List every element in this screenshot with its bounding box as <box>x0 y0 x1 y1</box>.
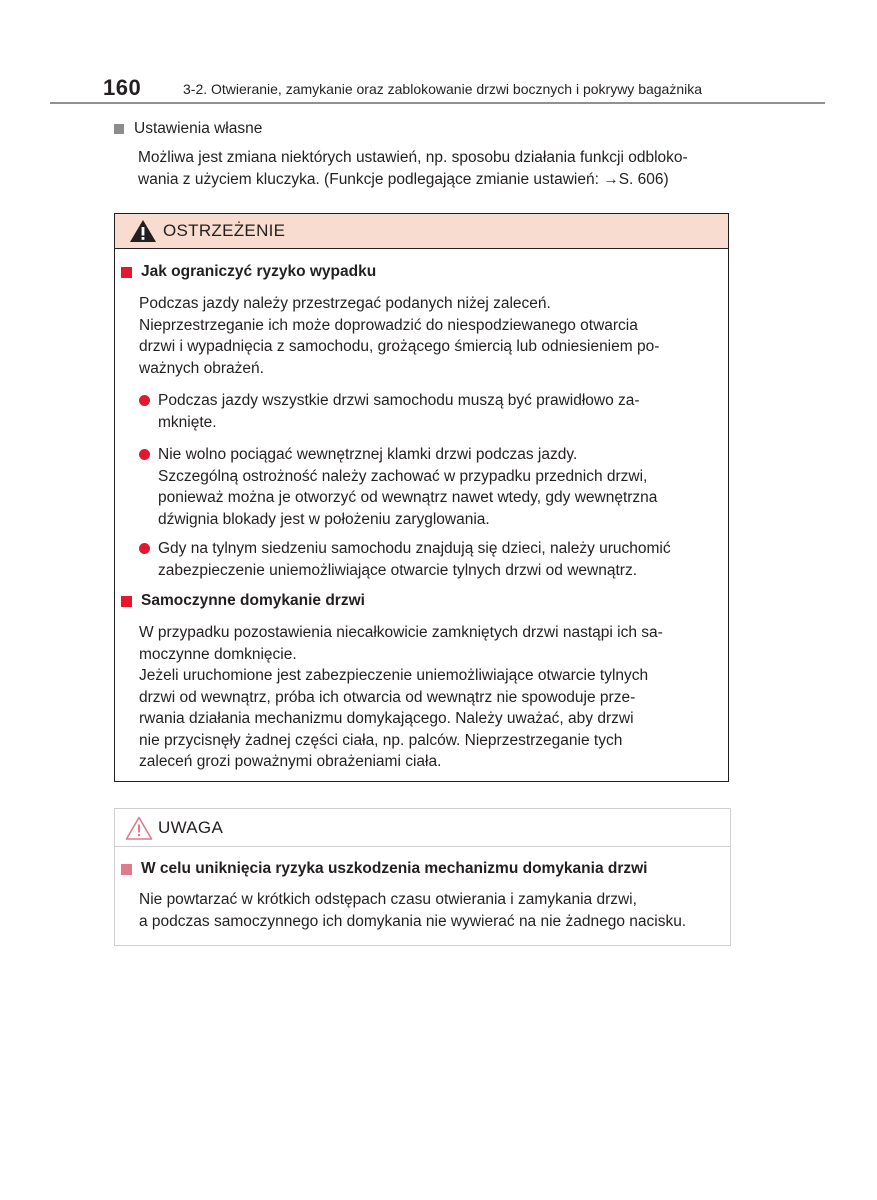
text-line: moczynne domknięcie. <box>139 645 297 663</box>
caution-header <box>115 809 730 847</box>
caution-text <box>139 889 717 932</box>
bullet-dot-icon <box>139 543 150 554</box>
text-line: Gdy na tylnym siedzeniu samochodu znajdują się dzieci, należy uruchomić <box>158 540 671 557</box>
custom-settings-text <box>138 147 730 190</box>
text-line: Podczas jazdy należy przestrzegać podanych niżej zaleceń. <box>139 295 551 312</box>
red-square-icon <box>121 267 132 278</box>
text-line: zaleceń grozi poważnymi obrażeniami ciała. <box>139 753 442 770</box>
text-line: Możliwa jest zmiana niektórych ustawień, np. sposobu działania funkcji odbloko- <box>138 149 688 166</box>
warning-section-1-intro <box>139 293 715 379</box>
bullet-dot-icon <box>139 395 150 406</box>
text-line: Nie wolno pociągać wewnętrznej klamki drzwi podczas jazdy. <box>158 446 578 463</box>
warning-section-1-title: Jak ograniczyć ryzyko wypadku <box>141 263 377 280</box>
bullet-item <box>158 390 715 433</box>
text-line: drzwi od wewnątrz, próba ich otwarcia od wewnątrz nie spowoduje prze- <box>139 688 636 706</box>
caution-section-heading <box>121 859 648 879</box>
text-line: nie przycisnęły żadnej części ciała, np. palców. Nieprzestrzeganie tych <box>139 731 623 749</box>
red-square-icon <box>121 596 132 607</box>
caution-title: UWAGA <box>158 817 224 837</box>
text-line: zabezpieczenie uniemożliwiające otwarcie tylnych drzwi od wewnątrz. <box>158 561 637 579</box>
bullet-item <box>158 444 715 530</box>
text-line: drzwi i wypadnięcia z samochodu, grożącego śmiercią lub odniesieniem po- <box>139 338 660 355</box>
warning-section-2-heading <box>121 591 365 611</box>
text-line: Szczególną ostrożność należy zachować w przypadku przednich drzwi, <box>158 467 648 485</box>
caution-triangle-icon <box>125 816 153 840</box>
pink-square-icon <box>121 864 132 875</box>
caution-section-title: W celu uniknięcia ryzyka uszkodzenia mechanizmu domykania drzwi <box>141 860 648 877</box>
text-line: a podczas samoczynnego ich domykania nie wywierać na nie żadnego nacisku. <box>139 912 687 930</box>
bullet-item <box>158 538 715 581</box>
warning-header <box>115 214 728 249</box>
chapter-title: 3-2. Otwieranie, zamykanie oraz zablokowanie drzwi bocznych i pokrywy bagażnika <box>183 81 703 97</box>
text-line: Jeżeli uruchomione jest zabezpieczenie uniemożliwiające otwarcie tylnych <box>139 667 649 684</box>
text-line: dźwignia blokady jest w położeniu zaryglowania. <box>158 510 490 528</box>
caution-box <box>114 808 731 946</box>
text-line: ponieważ można je otworzyć od wewnątrz nawet wtedy, gdy wewnętrzna <box>158 489 658 506</box>
warning-section-2-text <box>139 622 715 773</box>
page-number: 160 <box>103 75 142 100</box>
text-line: Nie powtarzać w krótkich odstępach czasu otwierania i zamykania drzwi, <box>139 891 637 908</box>
text-line: rwania działania mechanizmu domykającego. Należy uważać, aby drzwi <box>139 710 634 727</box>
bullet-dot-icon <box>139 449 150 460</box>
gray-square-icon <box>114 124 124 134</box>
warning-section-1-heading <box>121 262 376 282</box>
custom-settings-title: Ustawienia własne <box>134 120 263 137</box>
custom-settings-heading <box>114 119 262 139</box>
text-line: mknięte. <box>158 413 217 431</box>
text-line: Podczas jazdy wszystkie drzwi samochodu muszą być prawidłowo za- <box>158 392 640 409</box>
text-line: W przypadku pozostawienia niecałkowicie zamkniętych drzwi nastąpi ich sa- <box>139 624 663 641</box>
warning-title: OSTRZEŻENIE <box>163 221 286 240</box>
header-divider <box>50 102 825 104</box>
text-line: ważnych obrażeń. <box>139 359 264 377</box>
warning-triangle-icon <box>129 219 157 243</box>
text-line: wania z użyciem kluczyka. (Funkcje podlegające zmianie ustawień: →S. 606) <box>138 170 669 188</box>
warning-section-2-title: Samoczynne domykanie drzwi <box>141 592 365 609</box>
text-line: Nieprzestrzeganie ich może doprowadzić do niespodziewanego otwarcia <box>139 316 638 334</box>
warning-box <box>114 213 729 782</box>
